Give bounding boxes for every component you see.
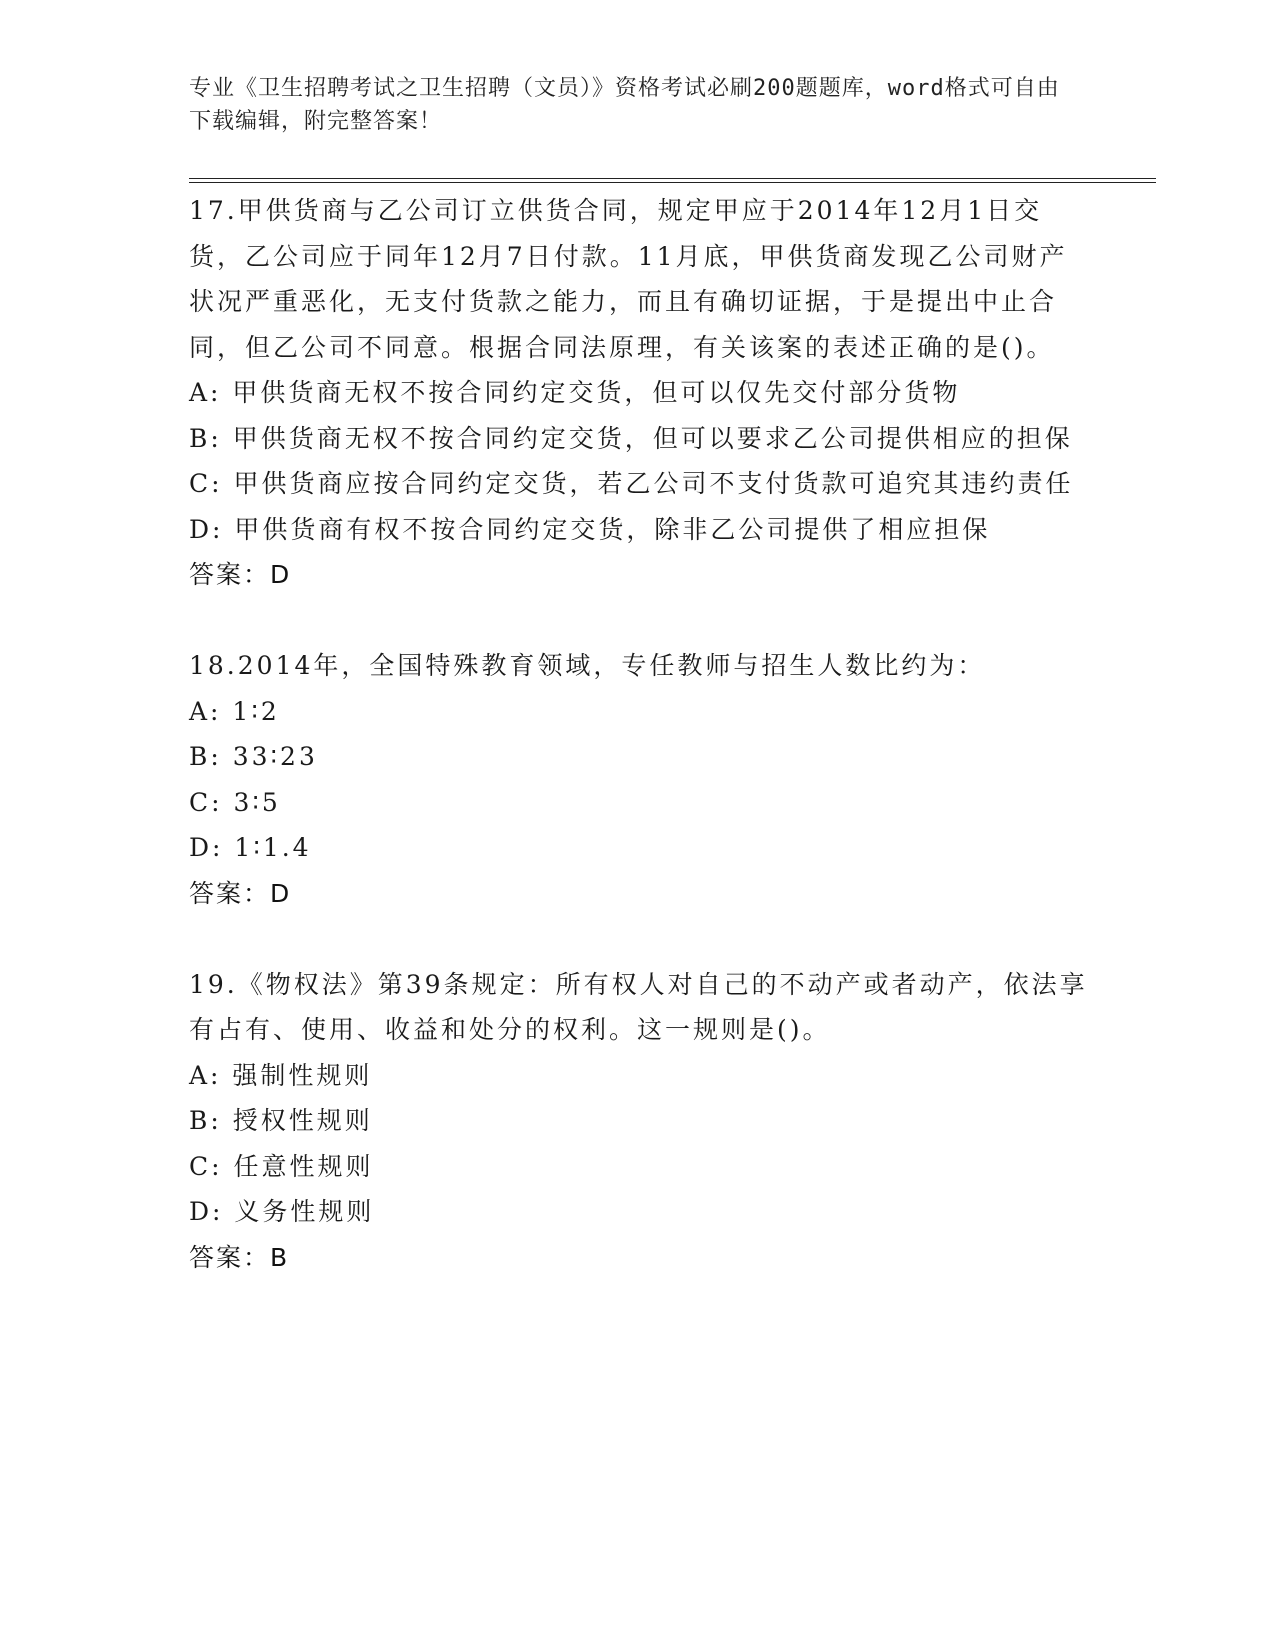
option-b: B: 甲供货商无权不按合同约定交货，但可以要求乙公司提供相应的担保 bbox=[189, 423, 1073, 453]
option-a: A: 强制性规则 bbox=[189, 1060, 373, 1090]
option-b: B: 授权性规则 bbox=[189, 1106, 373, 1135]
answer-line: 答案：D bbox=[189, 560, 292, 589]
question-19 bbox=[189, 962, 1089, 1281]
option-c: C: 任意性规则 bbox=[189, 1151, 374, 1181]
option-a: A: 1∶2 bbox=[189, 696, 280, 726]
document-header: 专业《卫生招聘考试之卫生招聘（文员）》资格考试必刷200题题库，word格式可自由下载编辑，附完整答案！ bbox=[189, 76, 1060, 134]
answer-line: 答案：D bbox=[189, 878, 292, 908]
answer-line: 答案：B bbox=[189, 1242, 290, 1272]
header-divider bbox=[189, 178, 1156, 183]
question-stem: 19.《物权法》第39条规定：所有权人对自己的不动产或者动产，依法享有占有、使用、收益和处分的权利。这一规则是()。 bbox=[189, 969, 1088, 1044]
question-list bbox=[189, 188, 1089, 1280]
option-a: A: 甲供货商无权不按合同约定交货，但可以仅先交付部分货物 bbox=[189, 378, 961, 407]
option-d: D: 甲供货商有权不按合同约定交货，除非乙公司提供了相应担保 bbox=[189, 514, 991, 544]
option-d: D: 义务性规则 bbox=[189, 1197, 375, 1226]
option-c: C: 甲供货商应按合同约定交货，若乙公司不支付货款可追究其违约责任 bbox=[189, 469, 1074, 498]
question-spacer bbox=[189, 598, 1089, 644]
option-d: D: 1∶1.4 bbox=[189, 833, 312, 862]
question-17 bbox=[189, 188, 1089, 598]
question-stem: 18.2014年，全国特殊教育领域，专任教师与招生人数比约为： bbox=[189, 651, 986, 680]
question-stem: 17.甲供货商与乙公司订立供货合同，规定甲应于2014年12月1日交货，乙公司应于同年12月7日付款。11月底，甲供货商发现乙公司财产状况严重恶化，无支付货款之能力，而且有确切证据，于是提出中止合同，但乙公司不同意。根据合同法原理，有关该案的表述正确的是()。 bbox=[189, 196, 1068, 362]
question-spacer bbox=[189, 916, 1089, 962]
option-b: B: 33∶23 bbox=[189, 742, 318, 771]
option-c: C: 3∶5 bbox=[189, 787, 281, 817]
question-18 bbox=[189, 643, 1089, 916]
